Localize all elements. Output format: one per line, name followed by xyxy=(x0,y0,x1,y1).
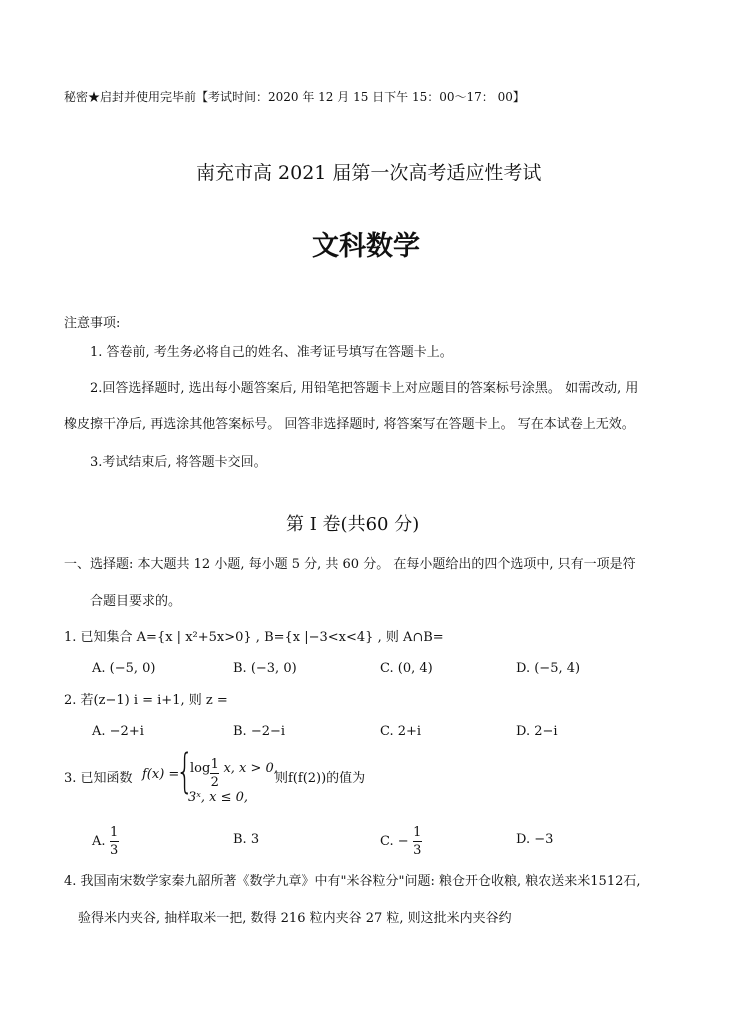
option-c-numerator: 1 xyxy=(413,825,422,840)
question-1-option-d: D. (−5, 4) xyxy=(516,661,581,676)
notice-item-2-line-1: 2.回答选择题时, 选出每小题答案后, 用铅笔把答题卡上对应题目的答案标号涂黑。 如需改动, 用 xyxy=(90,381,639,396)
question-1-stem: 1. 已知集合 A={x | x²+5x>0} , B={x |−3<x<4} , 则 A∩B= xyxy=(64,630,444,645)
section-title: 第 I 卷(共60 分) xyxy=(286,514,420,535)
question-3-function-name: f(x) = xyxy=(142,767,180,782)
secret-header: 秘密★启封并使用完毕前【考试时间：2020 年 12 月 15 日下午 15：00～17： 00】 xyxy=(64,90,525,104)
log-base xyxy=(210,757,219,790)
option-a-denominator: 3 xyxy=(110,843,119,858)
log-base-denominator: 2 xyxy=(210,775,219,790)
subject-title: 文科数学 xyxy=(312,231,420,262)
case-1-condition: x, x > 0, xyxy=(223,761,278,776)
question-3-option-d: D. −3 xyxy=(516,832,554,847)
question-3-option-a xyxy=(92,826,119,857)
option-a-fraction xyxy=(110,826,119,857)
option-c-label: C. − xyxy=(380,834,409,849)
section-instructions-line-1: 一、选择题: 本大题共 12 小题, 每小题 5 分, 共 60 分。 在每小题给出的四个选项中, 只有一项是符 xyxy=(64,557,636,572)
question-2-stem: 2. 若(z−1) i = i+1, 则 z = xyxy=(64,693,228,708)
question-1-option-a: A. (−5, 0) xyxy=(92,661,156,676)
notice-item-3: 3.考试结束后, 将答题卡交回。 xyxy=(90,455,267,470)
piecewise-brace: { xyxy=(176,744,194,798)
question-2-option-c: C. 2+i xyxy=(380,724,422,739)
option-a-numerator: 1 xyxy=(110,825,119,840)
question-3-case-1 xyxy=(190,754,278,790)
question-3-option-b: B. 3 xyxy=(233,832,260,847)
question-2-option-b: B. −2−i xyxy=(233,724,286,739)
option-c-fraction xyxy=(413,826,422,857)
question-2-option-d: D. 2−i xyxy=(516,724,558,739)
question-1-option-c: C. (0, 4) xyxy=(380,661,433,676)
question-3-tail: 则f(f(2))的值为 xyxy=(275,771,366,786)
notice-item-2-line-2: 橡皮擦干净后, 再选涂其他答案标号。 回答非选择题时, 将答案写在答题卡上。 写在本试卷上无效。 xyxy=(64,417,635,432)
question-4-line-2: 验得米内夹谷, 抽样取米一把, 数得 216 粒内夹谷 27 粒, 则这批米内夹谷约 xyxy=(78,911,512,926)
notice-heading: 注意事项: xyxy=(64,316,121,331)
notice-item-1: 1. 答卷前, 考生务必将自己的姓名、准考证号填写在答题卡上。 xyxy=(90,345,453,360)
section-instructions-line-2: 合题目要求的。 xyxy=(90,594,182,609)
log-base-numerator: 1 xyxy=(210,757,219,772)
option-c-denominator: 3 xyxy=(413,843,422,858)
exam-title: 南充市高 2021 届第一次高考适应性考试 xyxy=(196,162,542,184)
option-a-label: A. xyxy=(92,834,106,849)
question-3-option-c xyxy=(380,826,422,857)
question-3-case-2: 3ˣ, x ≤ 0, xyxy=(188,790,249,805)
question-2-option-a: A. −2+i xyxy=(92,724,144,739)
question-4-line-1: 4. 我国南宋数学家秦九韶所著《数学九章》中有"米谷粒分"问题: 粮仓开仓收粮, 粮农送来米1512石, xyxy=(64,874,641,889)
log-label: log xyxy=(190,761,211,776)
question-1-option-b: B. (−3, 0) xyxy=(233,661,297,676)
question-3-number: 3. 已知函数 xyxy=(64,771,133,786)
